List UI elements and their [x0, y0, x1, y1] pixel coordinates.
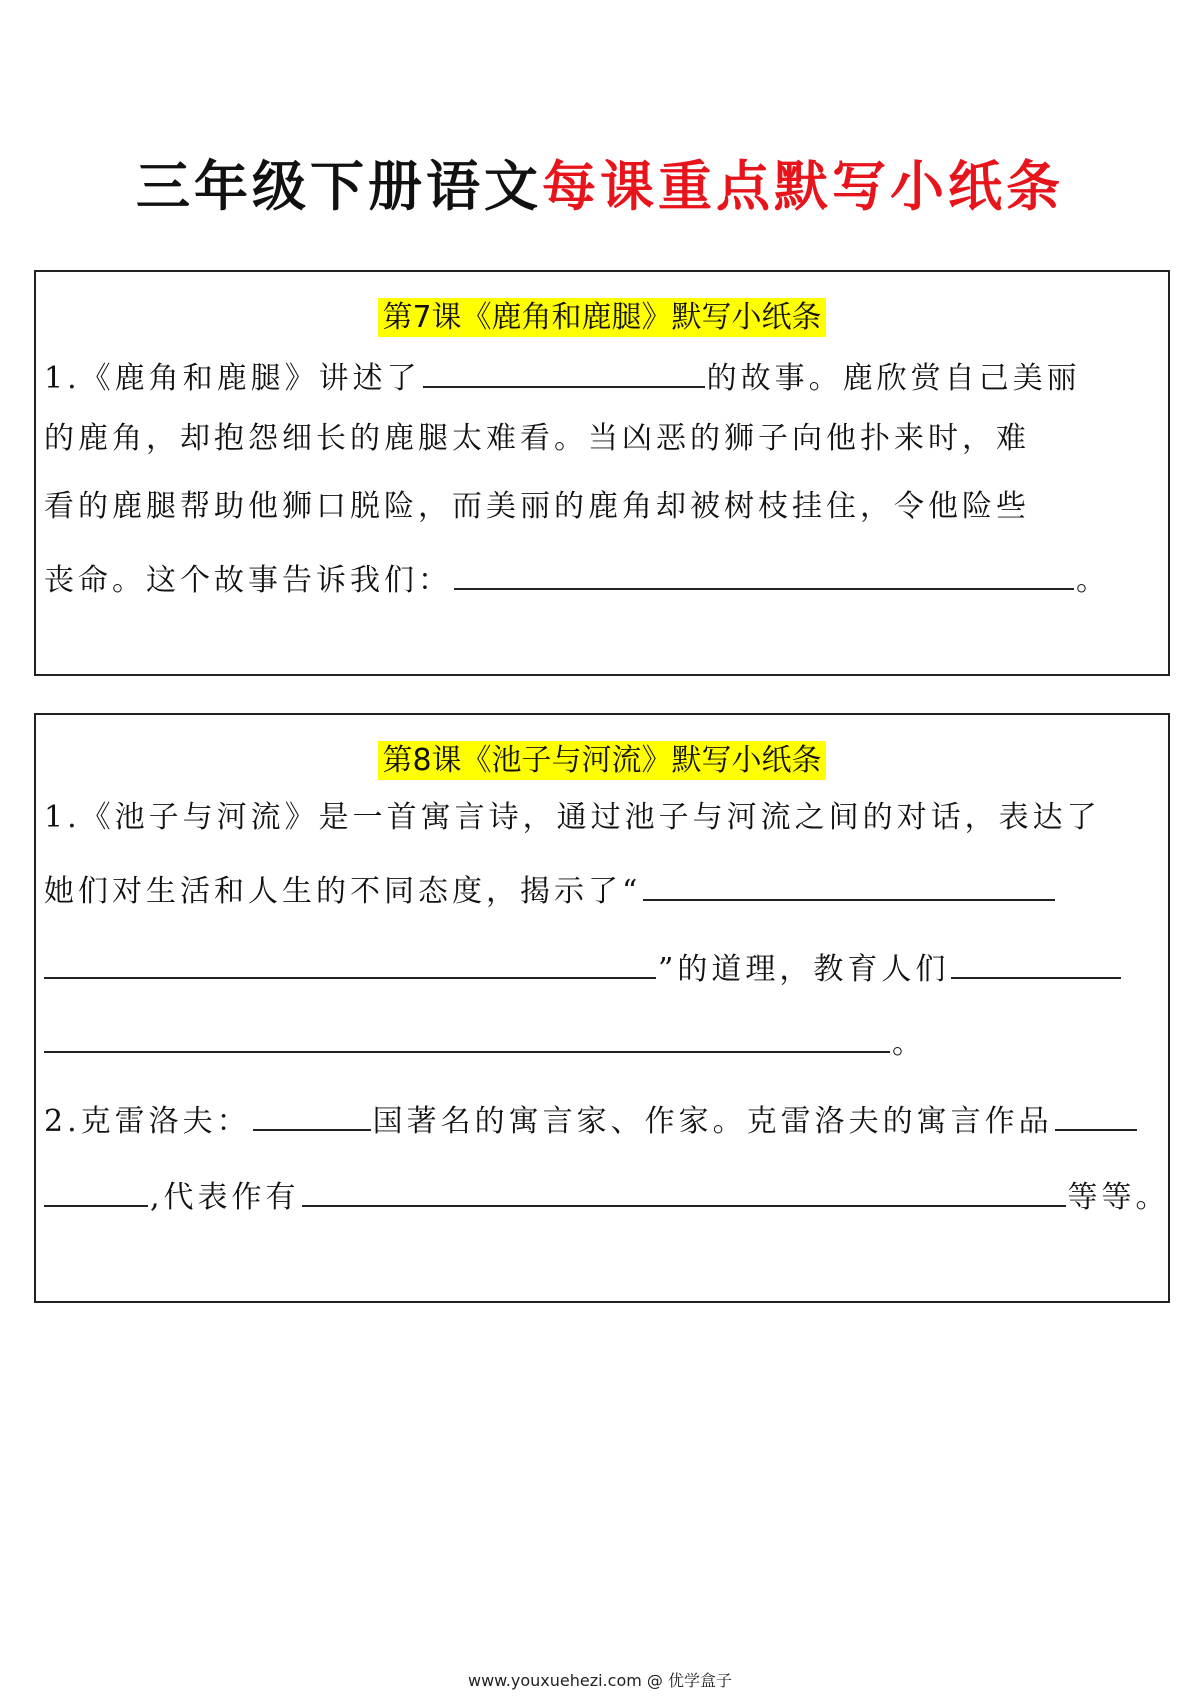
blank-country[interactable] — [253, 1099, 371, 1131]
title-red: 每课重点默写小纸条 — [542, 155, 1064, 218]
lesson7-q1-line1: 1.《鹿角和鹿腿》讲述了 的故事。鹿欣赏自己美丽 — [44, 356, 1081, 394]
lesson8-heading: 第8课《池子与河流》默写小纸条 — [36, 743, 1168, 779]
blank-story[interactable] — [423, 356, 705, 388]
blank-moral[interactable] — [454, 558, 1074, 590]
blank-truth-part1[interactable] — [643, 869, 1055, 901]
lesson8-q1-line4: 。 — [44, 1021, 926, 1059]
blank-teach-part2[interactable] — [44, 1021, 890, 1053]
lesson8-q1-line2: 她们对生活和人生的不同态度，揭示了“ — [44, 869, 1057, 907]
blank-representative-works[interactable] — [302, 1175, 1066, 1207]
lesson7-card — [34, 270, 1170, 676]
title-black: 三年级下册语文 — [136, 155, 542, 218]
lesson7-heading: 第7课《鹿角和鹿腿》默写小纸条 — [36, 300, 1168, 336]
lesson7-q1-line4: 丧命。这个故事告诉我们： 。 — [44, 558, 1110, 596]
blank-truth-part2[interactable] — [44, 947, 656, 979]
lesson7-q1-line3: 看的鹿腿帮助他狮口脱险，而美丽的鹿角却被树枝挂住，令他险些 — [44, 489, 1030, 524]
lesson8-q2-line1: 2.克雷洛夫： 国著名的寓言家、作家。克雷洛夫的寓言作品 — [44, 1099, 1139, 1137]
lesson8-q2-line2: ,代表作有 等等。 — [44, 1175, 1170, 1213]
lesson7-q1-line2: 的鹿角，却抱怨细长的鹿腿太难看。当凶恶的狮子向他扑来时，难 — [44, 421, 1030, 456]
lesson8-q1-line1: 1.《池子与河流》是一首寓言诗，通过池子与河流之间的对话，表达了 — [44, 800, 1101, 835]
page-title — [0, 155, 1200, 218]
blank-works-part2[interactable] — [44, 1175, 148, 1207]
blank-works-part1[interactable] — [1055, 1099, 1137, 1131]
lesson8-card — [34, 713, 1170, 1303]
lesson8-q1-line3: ”的道理，教育人们 — [44, 947, 1123, 985]
blank-teach-part1[interactable] — [951, 947, 1121, 979]
footer-watermark: www.youxuehezi.com @ 优学盒子 — [468, 1671, 732, 1690]
